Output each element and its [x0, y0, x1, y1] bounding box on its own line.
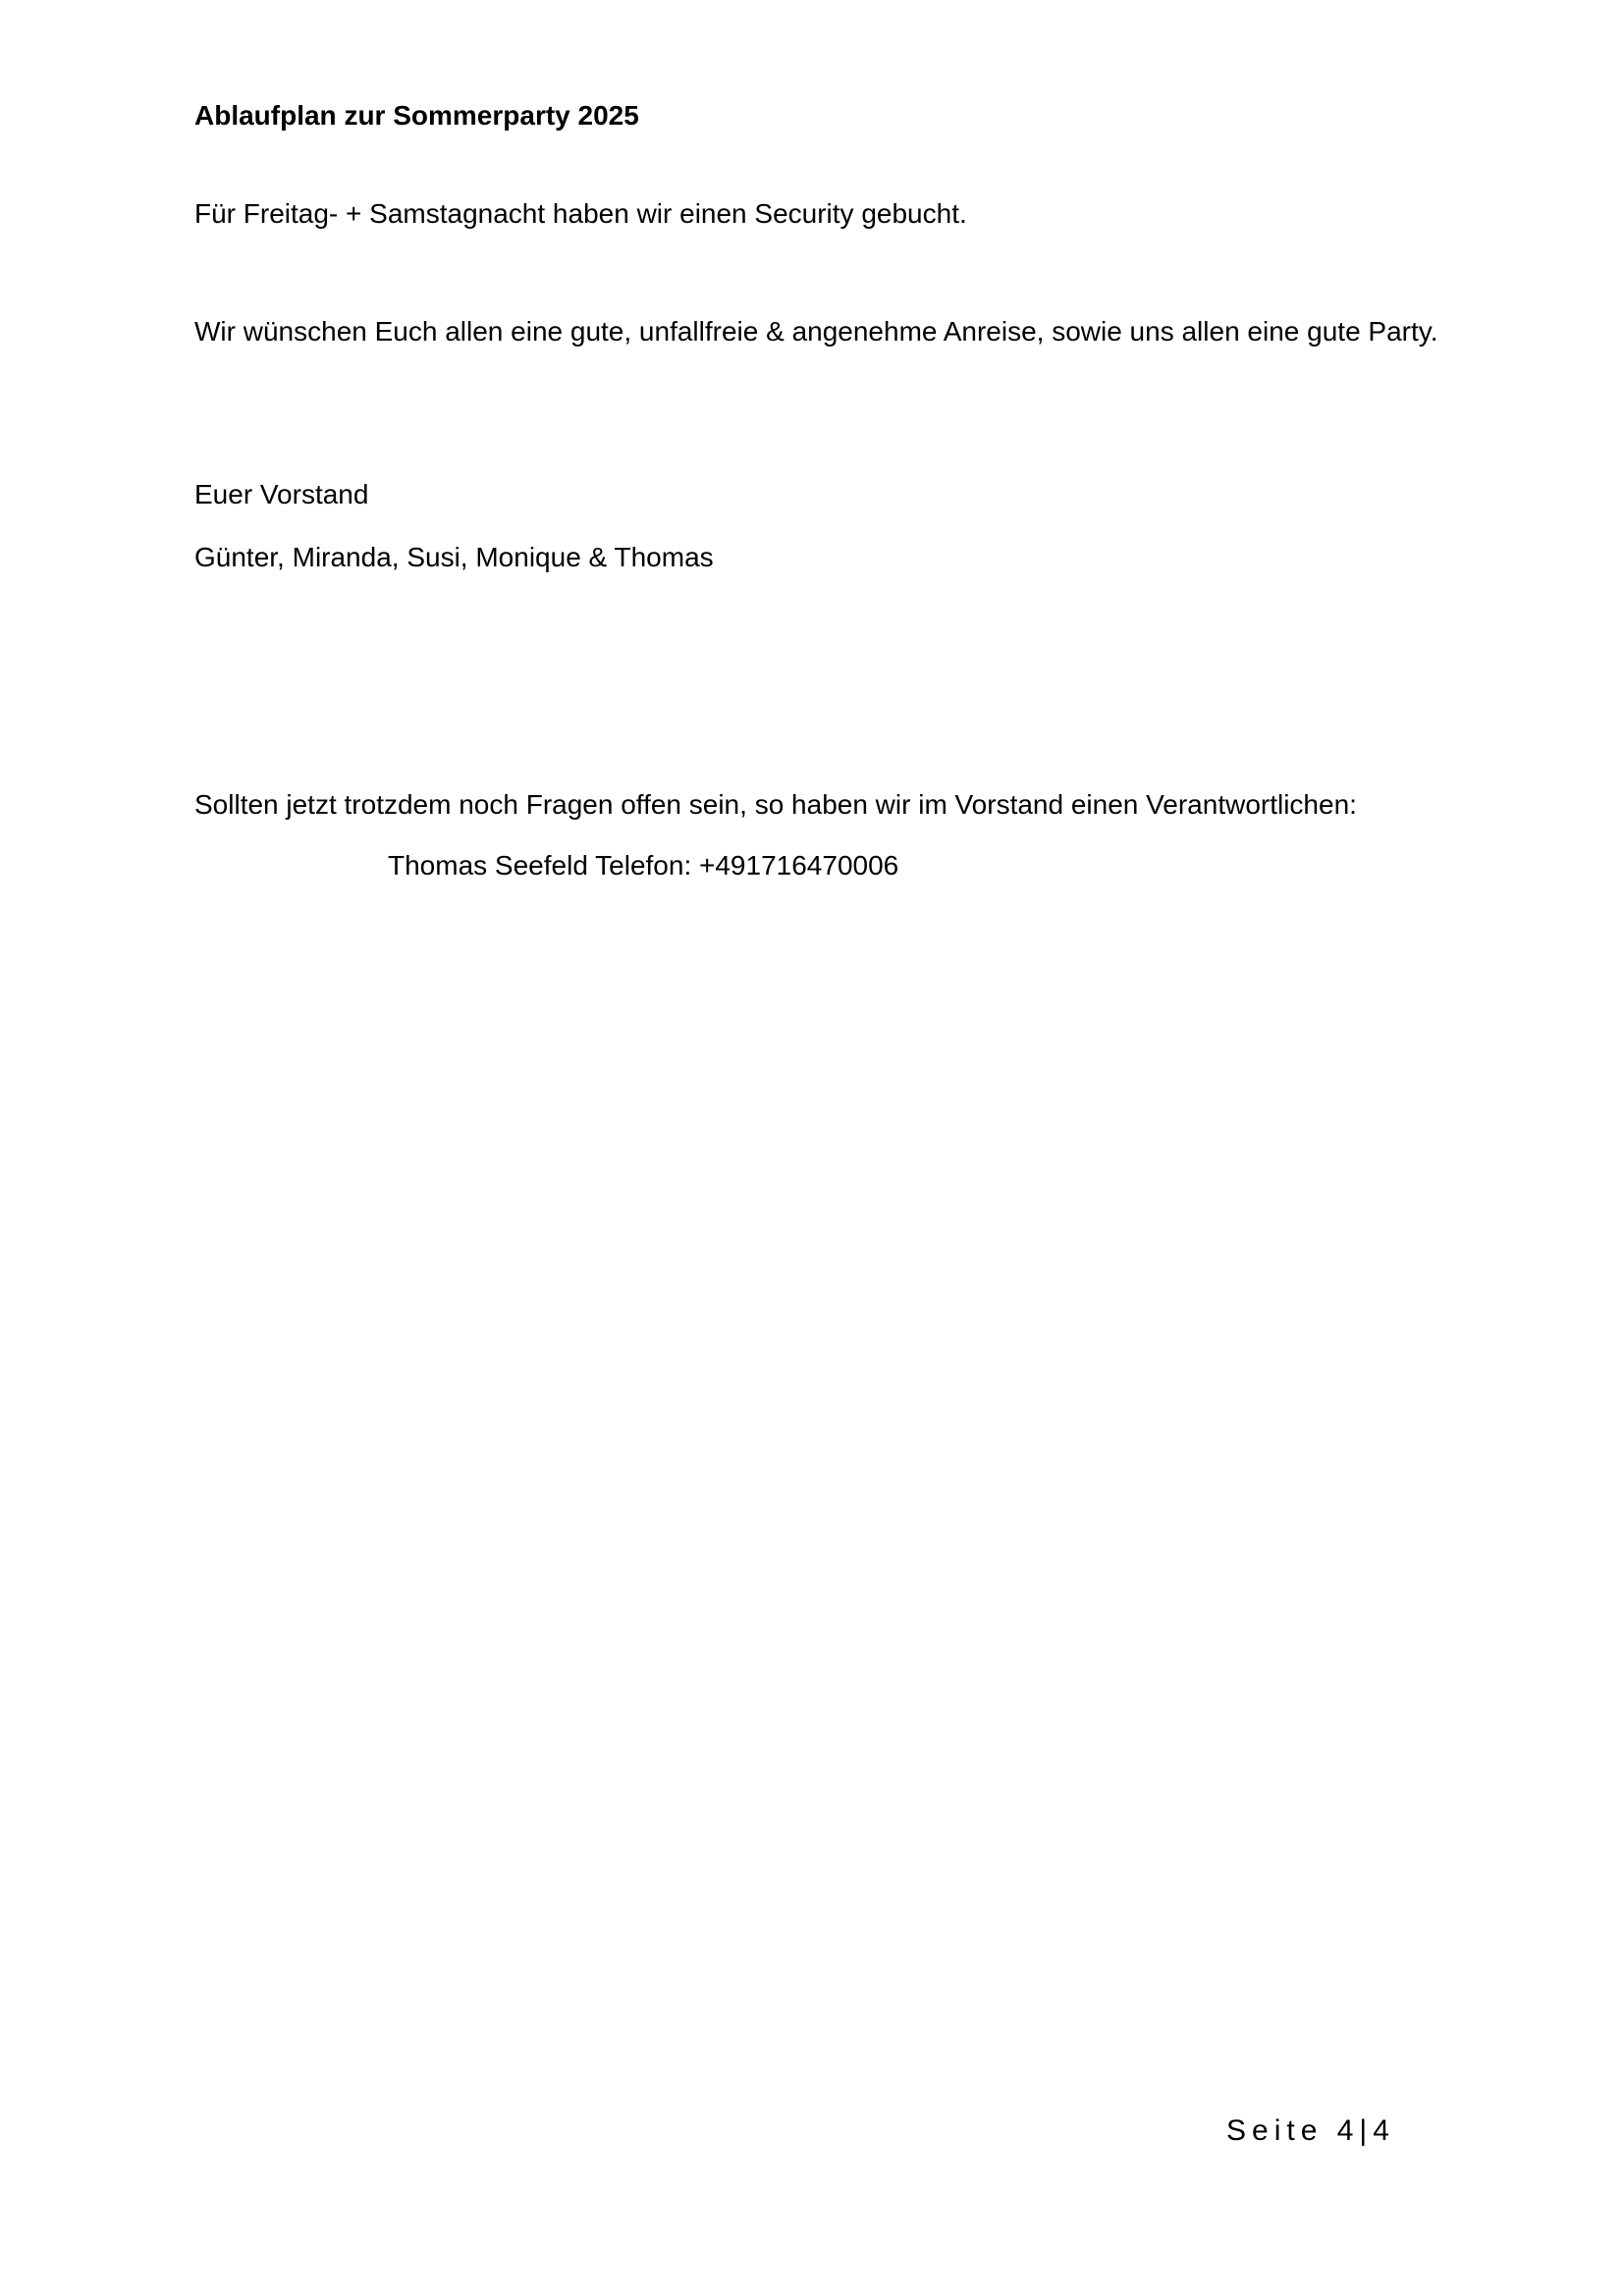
document-title: Ablaufplan zur Sommerparty 2025	[194, 100, 639, 131]
paragraph-questions: Sollten jetzt trotzdem noch Fragen offen sein, so haben wir im Vorstand einen Verantwortlichen:	[194, 789, 1357, 820]
signature-names: Günter, Miranda, Susi, Monique & Thomas	[194, 542, 714, 572]
paragraph-wishes: Wir wünschen Euch allen eine gute, unfallfreie & angenehme Anreise, sowie uns allen eine gute Party.	[194, 316, 1438, 347]
signature-label: Euer Vorstand	[194, 479, 369, 509]
page-number-footer: Seite 4|4	[1226, 2114, 1395, 2147]
paragraph-security: Für Freitag- + Samstagnacht haben wir einen Security gebucht.	[194, 198, 967, 229]
contact-line: Thomas Seefeld Telefon: +491716470006	[388, 850, 899, 881]
